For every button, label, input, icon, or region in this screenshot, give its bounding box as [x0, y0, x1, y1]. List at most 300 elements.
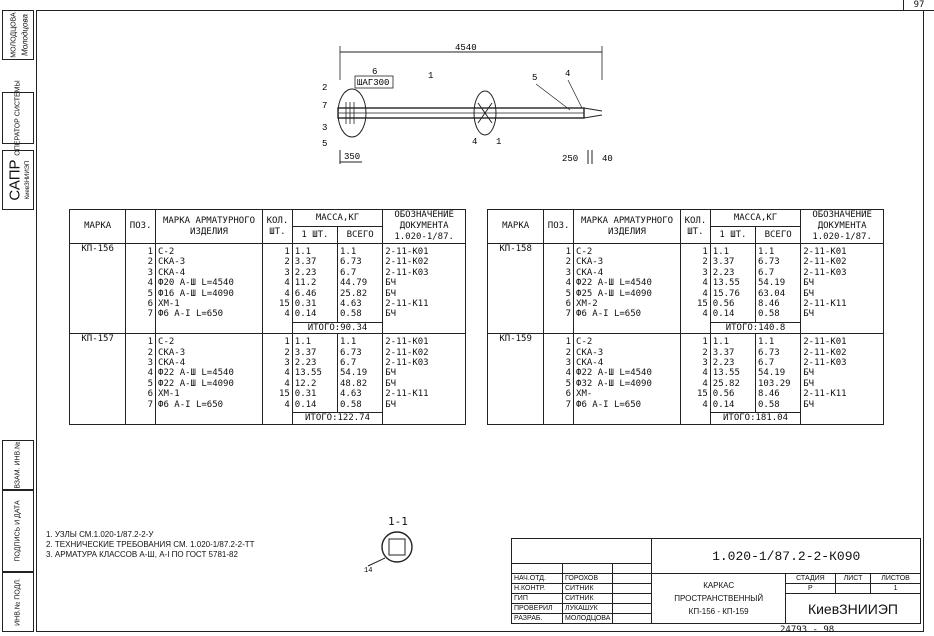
tb-stadia-label: СТАДИЯ [785, 574, 835, 584]
tb-list-label: ЛИСТ [835, 574, 870, 584]
tb-role: ГИП [512, 594, 563, 604]
cell-line: 2.23 [712, 358, 735, 369]
cell-line: ХМ- [576, 389, 593, 400]
col-marka: МАРКА [70, 210, 126, 244]
cell-line: 48.82 [340, 378, 368, 389]
dim-length-text: 4540 [455, 43, 477, 53]
tb-empty [613, 564, 652, 574]
cell-line: 6.73 [340, 347, 362, 358]
cell-line: 0.31 [294, 299, 317, 310]
cell-line: 4 [284, 278, 290, 289]
podpis-text: ПОДПИСЬ И ДАТА [14, 500, 22, 562]
cell-line: 0.14 [712, 399, 735, 410]
tb-code: 1.020-1/87.2-2-К090 [652, 539, 921, 574]
cell-line: БЧ [385, 278, 397, 289]
cell-line: 4 [702, 378, 708, 389]
cell-line: Ф22 А-Ш L=4540 [158, 368, 234, 379]
side-stamp-inv [2, 440, 34, 490]
tb-stadia: Р [785, 584, 835, 594]
frame-drawing [300, 40, 630, 180]
cell-line: 4.63 [340, 389, 362, 400]
cell-line: 2 [147, 347, 154, 358]
cell-line: 1 [702, 337, 708, 348]
cell-line: Ф6 А-I L=650 [576, 399, 642, 410]
tb-sign [613, 614, 652, 624]
cell-line: 2-11-К02 [803, 257, 847, 268]
cell-line: 4 [284, 368, 290, 379]
table-cell [156, 334, 263, 424]
cell-line: 6 [147, 299, 154, 310]
cell-line: 63.04 [758, 288, 786, 299]
cell-line: БЧ [803, 378, 815, 389]
table-cell [338, 334, 383, 413]
cell-line: 6 [147, 389, 154, 400]
spec-table-right [487, 209, 884, 425]
cell-line: 5 [147, 378, 154, 389]
cell-line: Ф22 А-Ш L=4540 [576, 368, 652, 379]
cell-line: 2 [147, 257, 154, 268]
sheet-number: 97 [903, 0, 934, 11]
section-top: 1 [428, 71, 434, 81]
cell-line: 4 [565, 278, 572, 289]
cell-line: 3.37 [294, 347, 317, 358]
table-cell [710, 334, 755, 413]
cell-line: 2 [284, 257, 290, 268]
cell-line: 4 [702, 278, 708, 289]
cell-line: 2-11-К01 [385, 247, 429, 257]
side-stamp-name [2, 10, 34, 60]
cell-line: 7 [565, 399, 572, 410]
dim-40: 40 [602, 154, 613, 164]
col-vsego: ВСЕГО [338, 227, 383, 244]
cage-tip-bottom [584, 115, 602, 118]
cell-line: 2.23 [294, 358, 317, 369]
cell-line: 1 [565, 247, 572, 257]
cell-line: 2-11-К03 [803, 358, 847, 369]
side-name-text: МОЛОДЦОВА [10, 12, 17, 58]
section-view [360, 528, 420, 574]
tb-name-1: КАРКАС [703, 581, 735, 590]
cell-line: 2 [565, 257, 572, 268]
cell-line: 6 [565, 389, 572, 400]
cell-line: 6.7 [758, 267, 775, 278]
cell-line: 3 [565, 267, 572, 278]
cell-line: 6.46 [294, 288, 317, 299]
cell-line: БЧ [803, 288, 815, 299]
cell-line: С-2 [576, 247, 593, 257]
cell-line: 1.1 [340, 247, 357, 257]
cell-line: 15 [696, 299, 708, 310]
col-sht1: 1 ШТ. [292, 227, 337, 244]
inv-vzam-text: ВЗАМ. ИНВ.№ [14, 441, 22, 489]
cell-line: 103.29 [758, 378, 791, 389]
tb-empty [512, 564, 563, 574]
tb-person: ЛУКАШУК [563, 604, 613, 614]
cell-line: 2 [702, 257, 708, 268]
cell-line: 0.56 [712, 389, 735, 400]
col-oboz: ОБОЗНАЧЕНИЕ ДОКУМЕНТА 1.020-1/87. [383, 210, 466, 244]
cell-line: Ф22 А-Ш L=4090 [158, 378, 234, 389]
tb-name-2: ПРОСТРАНСТВЕННЫЙ [674, 594, 764, 603]
tb-person: ГОРОХОВ [563, 574, 613, 584]
cell-line: 1.1 [758, 247, 775, 257]
marker-4-center: 4 [472, 137, 478, 147]
cell-line: С-2 [576, 337, 593, 348]
cell-line: СКА-3 [576, 347, 604, 358]
cell-line: БЧ [803, 368, 815, 379]
cell-line: Ф32 А-Ш L=4090 [576, 378, 652, 389]
tb-role: Н.КОНТР. [512, 584, 563, 594]
cell-line: 1 [702, 247, 708, 257]
cell-line: СКА-4 [576, 267, 604, 278]
col-oboz: ОБОЗНАЧЕНИЕ ДОКУМЕНТА 1.020-1/87. [801, 210, 884, 244]
cell-line: 2-11-К01 [385, 337, 429, 348]
sapr-org-text: КиевЗНИИЭП [24, 160, 31, 200]
cell-line: 44.79 [340, 278, 368, 289]
operator-text: ОПЕРАТОР СИСТЕМЫ [14, 80, 22, 156]
cell-line: Ф6 А-I L=650 [158, 309, 224, 320]
cell-line: 4 [284, 399, 290, 410]
pitch-text: ШАГ300 [357, 78, 390, 88]
marker-6: 6 [372, 67, 378, 77]
cell-line: 25.82 [340, 288, 368, 299]
marker-2: 2 [322, 83, 328, 93]
cell-line: 3 [147, 267, 154, 278]
table-cell [263, 334, 293, 424]
cell-line: БЧ [803, 399, 815, 410]
cell-line: 13.55 [712, 278, 740, 289]
cell-line: 4 [565, 368, 572, 379]
cell-line: 54.19 [758, 278, 786, 289]
cell-line: 3.37 [712, 347, 735, 358]
dim-350: 350 [344, 152, 361, 162]
cell-line: 2-11-К01 [803, 247, 847, 257]
cell-line: 0.56 [712, 299, 735, 310]
cell-line: Ф6 А-I L=650 [576, 309, 642, 320]
marker-7: 7 [322, 101, 328, 111]
cell-line: 4 [702, 399, 708, 410]
cell-line: 2-11-К02 [385, 347, 429, 358]
cell-line: БЧ [385, 399, 397, 410]
group-mark: КП-157 [70, 334, 126, 424]
col-marka-arm: МАРКА АРМАТУРНОГО ИЗДЕЛИЯ [574, 210, 681, 244]
side-stamp-podpis [2, 490, 34, 572]
table-cell [292, 244, 337, 323]
col-kol: КОЛ. ШТ. [681, 210, 711, 244]
cell-line: 4 [147, 278, 154, 289]
table-cell [292, 334, 337, 413]
cell-line: 1.1 [294, 337, 312, 348]
group-mark: КП-158 [488, 244, 544, 334]
group-mark: КП-156 [70, 244, 126, 334]
cell-line: БЧ [803, 278, 815, 289]
section-label: 1-1 [388, 515, 408, 528]
cell-line: 2-11-К11 [385, 299, 429, 310]
cell-line: БЧ [385, 378, 397, 389]
cell-line: СКА-3 [158, 347, 186, 358]
section-circle [382, 532, 412, 562]
cell-line: 4 [702, 309, 708, 320]
cell-line: 2 [702, 347, 708, 358]
cell-line: 1 [284, 247, 290, 257]
tb-person: МОЛОДЦОВА [563, 614, 613, 624]
cell-line: ХМ-1 [158, 299, 180, 310]
tb-name-3: КП-156 - КП-159 [688, 607, 749, 616]
marker-4-right: 4 [565, 69, 571, 79]
cell-line: 3 [147, 358, 154, 369]
tb-empty-top [512, 539, 652, 564]
cell-line: 0.31 [294, 389, 317, 400]
cell-line: 15 [696, 389, 708, 400]
group-total: ИТОГО:90.34 [292, 322, 382, 333]
cell-line: 7 [565, 309, 572, 320]
col-massa: МАССА,КГ [292, 210, 382, 227]
cell-line: 54.19 [340, 368, 368, 379]
cell-line: Ф20 А-Ш L=4540 [158, 278, 234, 289]
side-stamp-sapr [2, 150, 34, 210]
table-row [488, 334, 884, 413]
cell-line: С-2 [158, 337, 175, 348]
cell-line: 7 [147, 309, 154, 320]
cell-line: 6.73 [340, 257, 362, 268]
marker-3: 3 [322, 123, 328, 133]
cell-line: 0.58 [758, 309, 780, 320]
cell-line: 3.37 [712, 257, 735, 268]
leader-4 [568, 80, 582, 108]
spec-table-left [69, 209, 466, 425]
cell-line: 2-11-К02 [385, 257, 429, 268]
cell-line: БЧ [803, 309, 815, 320]
col-kol: КОЛ. ШТ. [263, 210, 293, 244]
marker-5-right: 5 [532, 73, 538, 83]
cell-line: Ф22 А-Ш L=4540 [576, 278, 652, 289]
tb-person: СИТНИК [563, 584, 613, 594]
cell-line: 54.19 [758, 368, 786, 379]
col-massa: МАССА,КГ [710, 210, 800, 227]
cell-line: 2-11-К11 [803, 299, 847, 310]
cell-line: Ф6 А-I L=650 [158, 399, 224, 410]
cell-line: 13.55 [294, 368, 322, 379]
cell-line: 7 [147, 399, 154, 410]
cell-line: 13.55 [712, 368, 740, 379]
cell-line: 2-11-К03 [385, 358, 429, 369]
leader-5 [536, 84, 570, 110]
note-1: 1. УЗЛЫ СМ.1.020-1/87.2-2-У [46, 530, 154, 539]
cell-line: 8.46 [758, 389, 780, 400]
cell-line: С-2 [158, 247, 175, 257]
cell-line: 0.58 [758, 399, 780, 410]
cell-line: 1 [284, 337, 290, 348]
cell-line: 6 [565, 299, 572, 310]
cell-line: 1.1 [758, 337, 775, 348]
table-cell [574, 334, 681, 424]
cell-line: БЧ [385, 368, 397, 379]
table-cell [681, 244, 711, 334]
cell-line: 3.37 [294, 257, 317, 268]
tb-name [652, 574, 786, 624]
col-vsego: ВСЕГО [756, 227, 801, 244]
group-total: ИТОГО:181.04 [710, 413, 800, 424]
notes [46, 530, 255, 560]
table-cell [756, 244, 801, 323]
cell-line: 1.1 [712, 337, 730, 348]
cell-line: 3 [565, 358, 572, 369]
cell-line: 4 [284, 309, 290, 320]
table-cell [710, 244, 755, 323]
col-marka-arm: МАРКА АРМАТУРНОГО ИЗДЕЛИЯ [156, 210, 263, 244]
cell-line: 2.23 [294, 267, 317, 278]
cell-line: 2-11-К02 [803, 347, 847, 358]
cell-line: 3 [702, 267, 708, 278]
tb-sign [613, 594, 652, 604]
cell-line: БЧ [385, 309, 397, 320]
table-cell [126, 244, 156, 334]
cell-line: СКА-3 [576, 257, 604, 268]
tb-listov-label: ЛИСТОВ [871, 574, 921, 584]
tb-sign [613, 574, 652, 584]
cell-line: СКА-4 [576, 358, 604, 369]
table-cell [383, 244, 466, 334]
cell-line: 1.1 [340, 337, 357, 348]
cell-line: 11.2 [294, 278, 317, 289]
inv-podl-text: ИНВ.№ ПОДЛ. [14, 578, 22, 626]
cell-line: БЧ [385, 288, 397, 299]
cell-line: ХМ-1 [158, 389, 180, 400]
cell-line: 12.2 [294, 378, 317, 389]
tb-role: ПРОВЕРИЛ [512, 604, 563, 614]
cell-line: 4 [702, 368, 708, 379]
cell-line: 1 [147, 247, 154, 257]
cell-line: 4 [284, 378, 290, 389]
cell-line: 4 [702, 288, 708, 299]
cell-line: 5 [565, 378, 572, 389]
cell-line: 0.58 [340, 309, 362, 320]
cell-line: 0.14 [294, 399, 317, 410]
cell-line: 2 [565, 347, 572, 358]
cell-line: 2.23 [712, 267, 735, 278]
table-cell [383, 334, 466, 424]
cell-line: 15 [278, 299, 290, 310]
group-total: ИТОГО:122.74 [292, 413, 382, 424]
tb-role: РАЗРАБ. [512, 614, 563, 624]
table-cell [156, 244, 263, 334]
col-marka: МАРКА [488, 210, 544, 244]
cell-line: 2-11-К01 [803, 337, 847, 348]
title-block [511, 538, 921, 624]
cell-line: 15 [278, 389, 290, 400]
col-poz: ПОЗ. [544, 210, 574, 244]
tb-sign [613, 584, 652, 594]
cell-line: 1 [147, 337, 154, 348]
side-stamp-operator [2, 80, 34, 156]
cell-line: 1 [565, 337, 572, 348]
cell-line: 5 [565, 288, 572, 299]
cell-line: ХМ-2 [576, 299, 598, 310]
cell-line: 0.14 [712, 309, 735, 320]
cell-line: 4 [284, 288, 290, 299]
tb-list [835, 584, 870, 594]
marker-5-left: 5 [322, 139, 328, 149]
cell-line: 8.46 [758, 299, 780, 310]
cell-line: 2-11-К11 [385, 389, 429, 400]
section-callout: 14 [364, 567, 373, 574]
sapr-text: САПР [6, 159, 24, 201]
archive-number: 24793 - 98 [780, 625, 835, 635]
dim-250: 250 [562, 154, 579, 164]
side-stamp-podl [2, 572, 34, 632]
cell-line: 2-11-К03 [385, 267, 429, 278]
tb-person: СИТНИК [563, 594, 613, 604]
cell-line: 0.14 [294, 309, 317, 320]
cell-line: 1.1 [712, 247, 730, 257]
table-cell [544, 334, 574, 424]
note-3: 3. АРМАТУРА КЛАССОВ А-Ш, А-I ПО ГОСТ 5781-82 [46, 550, 238, 559]
tb-org: КиевЗНИИЭП [785, 594, 920, 624]
table-cell [756, 334, 801, 413]
cell-line: 6.7 [340, 267, 357, 278]
col-poz: ПОЗ. [126, 210, 156, 244]
cell-line: 4 [147, 368, 154, 379]
cell-line: 15.76 [712, 288, 740, 299]
table-cell [126, 334, 156, 424]
cell-line: 4.63 [340, 299, 362, 310]
section-bottom: 1 [496, 137, 502, 147]
table-cell [574, 244, 681, 334]
cell-line: 2-11-К11 [803, 389, 847, 400]
table-cell [681, 334, 711, 424]
cell-line: 6.73 [758, 257, 780, 268]
cell-line: 1.1 [294, 247, 312, 257]
table-cell [801, 334, 884, 424]
cage-tip-top [584, 108, 602, 111]
cell-line: 0.58 [340, 399, 362, 410]
table-row [488, 244, 884, 323]
section-leader [368, 558, 385, 566]
cell-line: СКА-3 [158, 257, 186, 268]
tb-sign [613, 604, 652, 614]
group-mark: КП-159 [488, 334, 544, 424]
table-row [70, 244, 466, 323]
cell-line: СКА-4 [158, 358, 186, 369]
cell-line: 2 [284, 347, 290, 358]
cell-line: Ф25 А-Ш L=4090 [576, 288, 652, 299]
cell-line: 3 [284, 358, 290, 369]
tb-empty [563, 564, 613, 574]
cell-line: 6.73 [758, 347, 780, 358]
cell-line: 25.82 [712, 378, 740, 389]
table-cell [801, 244, 884, 334]
col-sht1: 1 ШТ. [710, 227, 755, 244]
cell-line: 3 [702, 358, 708, 369]
tb-role: НАЧ.ОТД. [512, 574, 563, 584]
note-2: 2. ТЕХНИЧЕСКИЕ ТРЕБОВАНИЯ СМ. 1.020-1/87.2-2-ТТ [46, 540, 255, 549]
side-signature: Молодцова [20, 14, 30, 56]
table-cell [263, 244, 293, 334]
table-row [70, 334, 466, 413]
group-total: ИТОГО:140.8 [710, 322, 800, 333]
table-cell [338, 244, 383, 323]
cell-line: Ф16 А-Ш L=4090 [158, 288, 234, 299]
cell-line: 3 [284, 267, 290, 278]
cell-line: 6.7 [758, 358, 775, 369]
table-cell [544, 244, 574, 334]
cell-line: СКА-4 [158, 267, 186, 278]
cell-line: 6.7 [340, 358, 357, 369]
section-square [389, 539, 405, 555]
cell-line: 2-11-К03 [803, 267, 847, 278]
cell-line: 5 [147, 288, 154, 299]
tb-listov: 1 [871, 584, 921, 594]
